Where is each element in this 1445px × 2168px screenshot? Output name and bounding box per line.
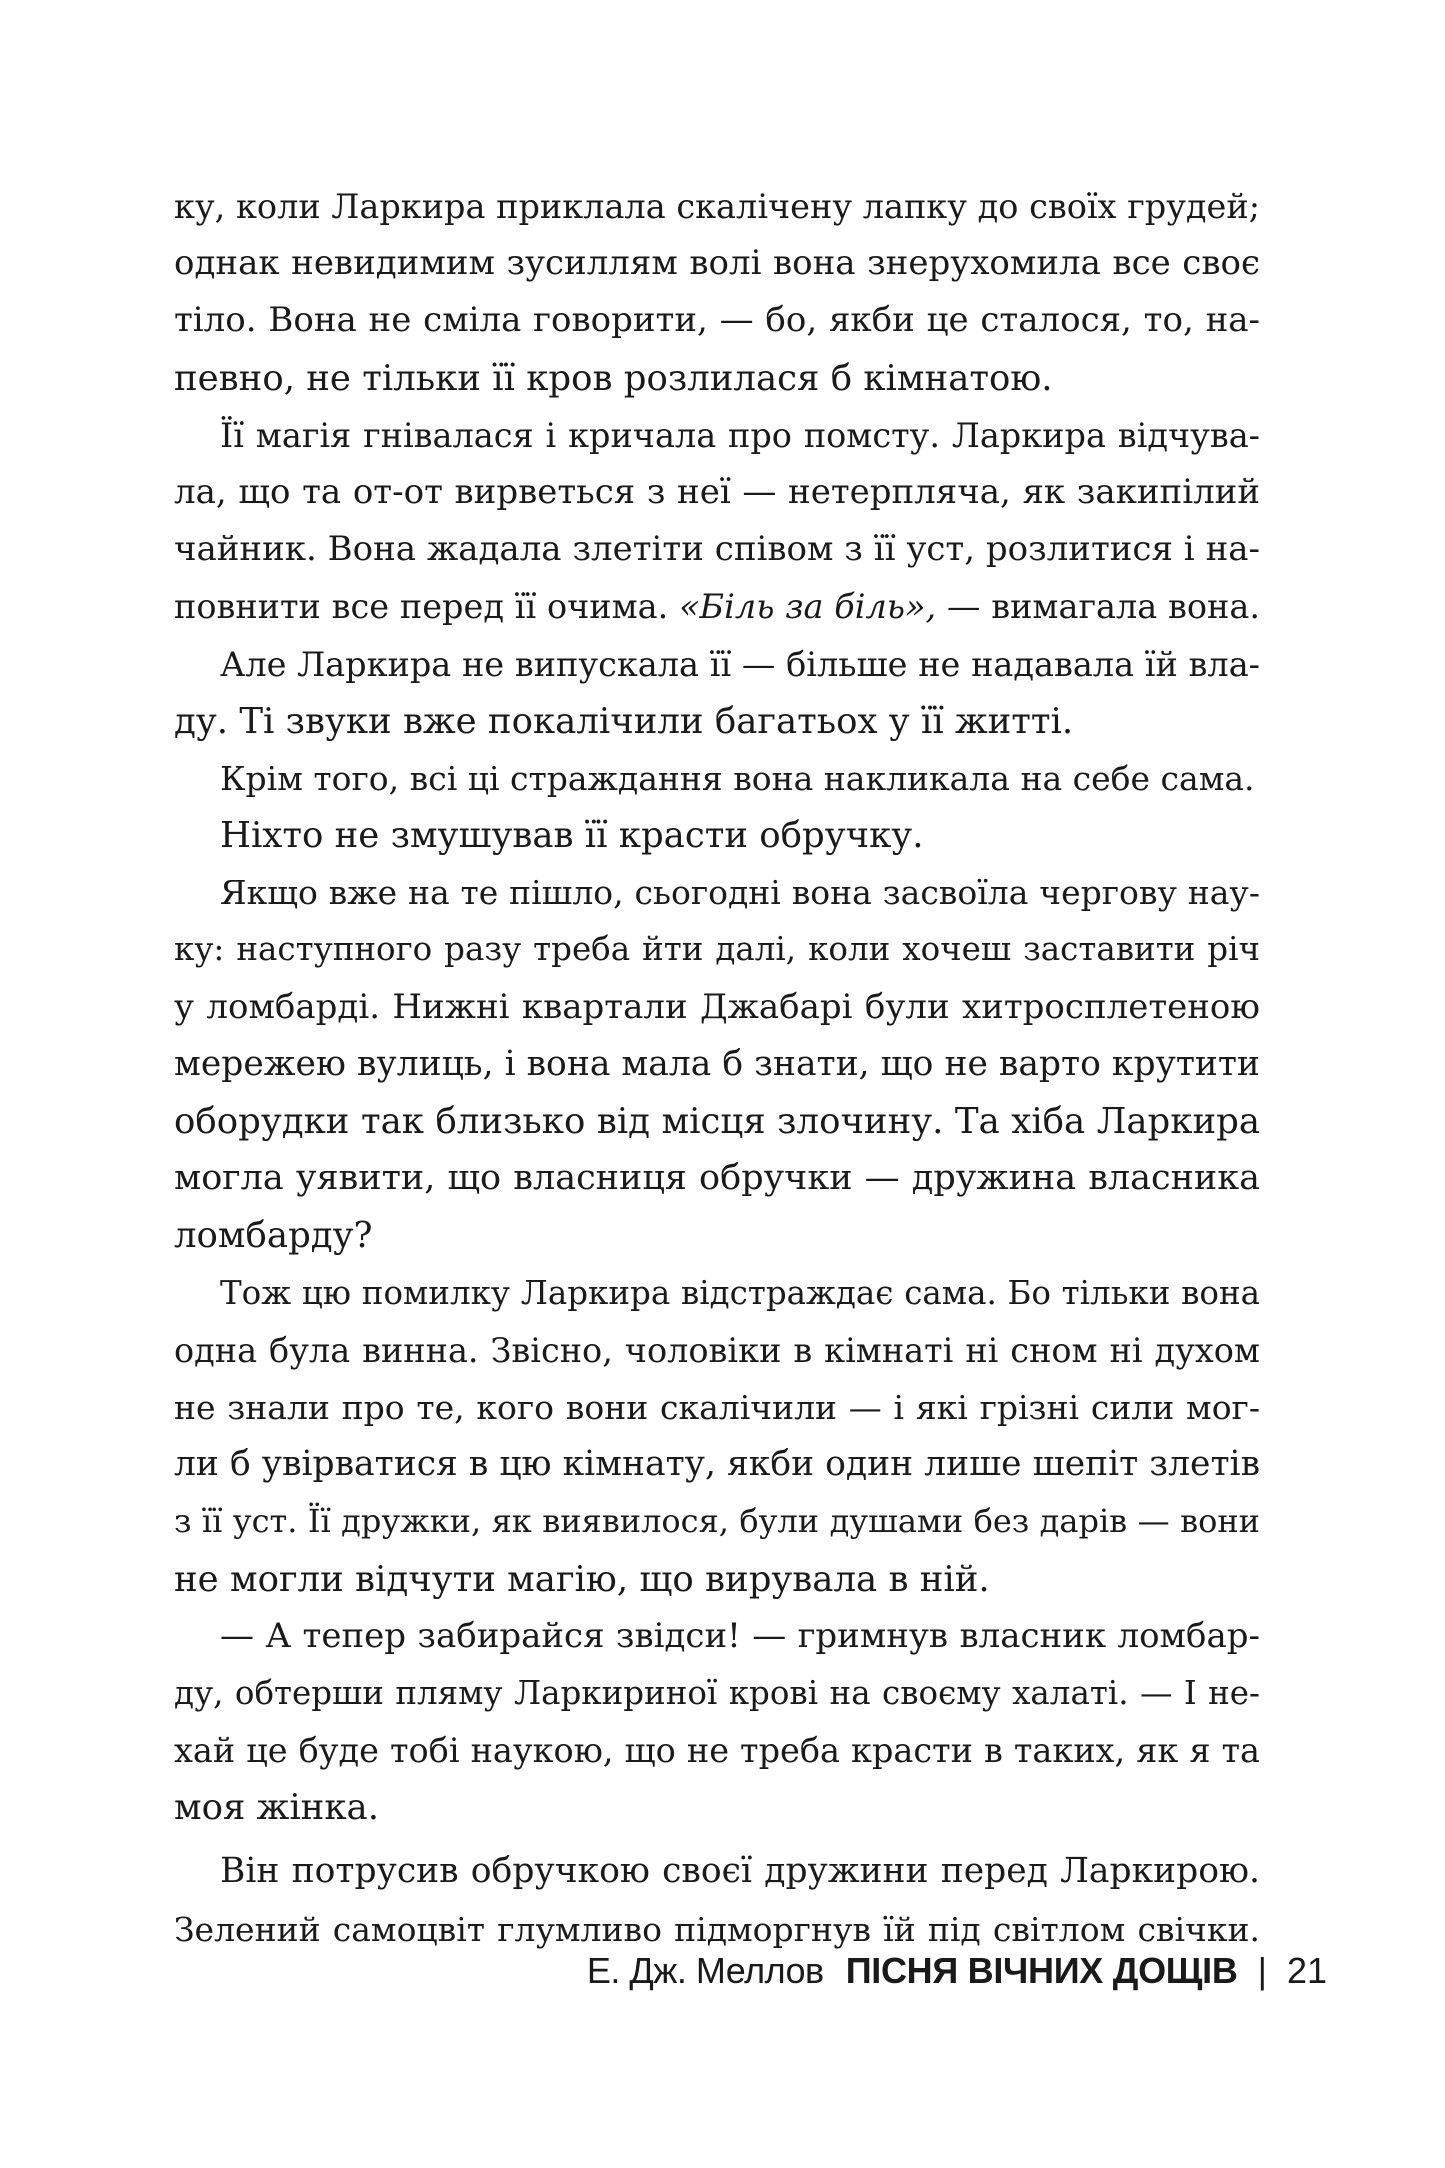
paragraph-start-line: Крім того, всі ці страждання вона накликала на себе сама. xyxy=(220,758,1255,798)
text-line: Зелений самоцвіт глумливо підморгнув їй під світлом свічки. xyxy=(174,1909,1260,1949)
paragraph-start-line: Її магія гнівалася і кричала про помсту. Ларкира відчува- xyxy=(220,415,1260,455)
text-line: ду. Ті звуки вже покалічили багатьох у її житті. xyxy=(174,700,1074,742)
text-line: мережею вулиць, і вона мала б знати, що не варто крутити xyxy=(174,1043,1260,1084)
footer-book-title: ПІСНЯ ВІЧНИХ ДОЩІВ xyxy=(845,1950,1238,1991)
text-line: у ломбарді. Нижні квартали Джабарі були хитросплетеною xyxy=(174,986,1260,1027)
paragraph-start-line: Якщо вже на те пішло, сьогодні вона засвоїла чергову нау- xyxy=(220,873,1260,913)
paragraph-start-line: Тож цю помилку Ларкира відстраждає сама. Бо тільки вона xyxy=(220,1273,1260,1312)
text-line: ку, коли Ларкира приклала скалічену лапку до своїх грудей; xyxy=(174,187,1260,226)
text-line: ли б увірватися в цю кімнату, якби один лише шепіт злетів xyxy=(174,1444,1260,1485)
footer-separator: | xyxy=(1257,1950,1267,1991)
text-fragment: повнити все перед її очима. xyxy=(174,587,680,627)
text-line: чайник. Вона жадала злетіти співом з її уст, розлитися і на- xyxy=(174,529,1260,570)
text-line: оборудки так близько від місця злочину. Та хіба Ларкира xyxy=(174,1101,1260,1142)
text-line: певно, не тільки її кров розлилася б кімнатою. xyxy=(174,357,1053,399)
text-line: не знали про те, кого вони скалічили — і які грізні сили мог- xyxy=(174,1387,1260,1427)
text-line: з її уст. Її дружки, як виявилося, були душами без дарів — вони xyxy=(174,1502,1260,1541)
running-footer xyxy=(587,1948,1327,1994)
text-fragment: — вимагала вона. xyxy=(936,587,1260,627)
text-line: хай це буде тобі наукою, що не треба красти в таких, як я та xyxy=(174,1731,1260,1771)
paragraph-start-line: Він потрусив обручкою своєї дружини перед Ларкирою. xyxy=(220,1851,1260,1892)
text-line: ку: наступного разу треба йти далі, коли хочеш заставити річ xyxy=(174,930,1260,969)
text-line: могла уявити, що власниця обручки — дружина власника xyxy=(174,1158,1260,1199)
text-line: ла, що та от-от вирветься з неї — нетерпляча, як закипілий xyxy=(174,471,1260,512)
text-line: однак невидимим зусиллям волі вона знерухомила все своє xyxy=(174,243,1260,284)
italic-quote: «Біль за біль», xyxy=(679,587,937,627)
text-line: одна була винна. Звісно, чоловіки в кімнаті ні сном ні духом xyxy=(174,1330,1260,1370)
text-line: моя жінка. xyxy=(174,1787,379,1829)
text-line: не могли відчути магію, що вирувала в ній. xyxy=(174,1558,990,1600)
text-line: ду, обтерши пляму Ларкириної крові на своєму халаті. — І не- xyxy=(174,1673,1260,1712)
page-body xyxy=(174,178,1260,1958)
text-line: ломбарду? xyxy=(174,1215,373,1257)
paragraph-start-line: Але Ларкира не випускала її — більше не надавала їй вла- xyxy=(220,644,1260,684)
text-line: тіло. Вона не сміла говорити, — бо, якби це сталося, то, на- xyxy=(174,300,1260,341)
page-number: 21 xyxy=(1286,1950,1327,1991)
footer-author: Е. Дж. Меллов xyxy=(586,1950,824,1991)
paragraph-start-line: — А тепер забирайся звідси! — гримнув власник ломбар- xyxy=(220,1615,1260,1656)
text-line-with-italic xyxy=(174,578,1260,635)
paragraph-start-line: Ніхто не змушував її красти обручку. xyxy=(220,815,924,857)
